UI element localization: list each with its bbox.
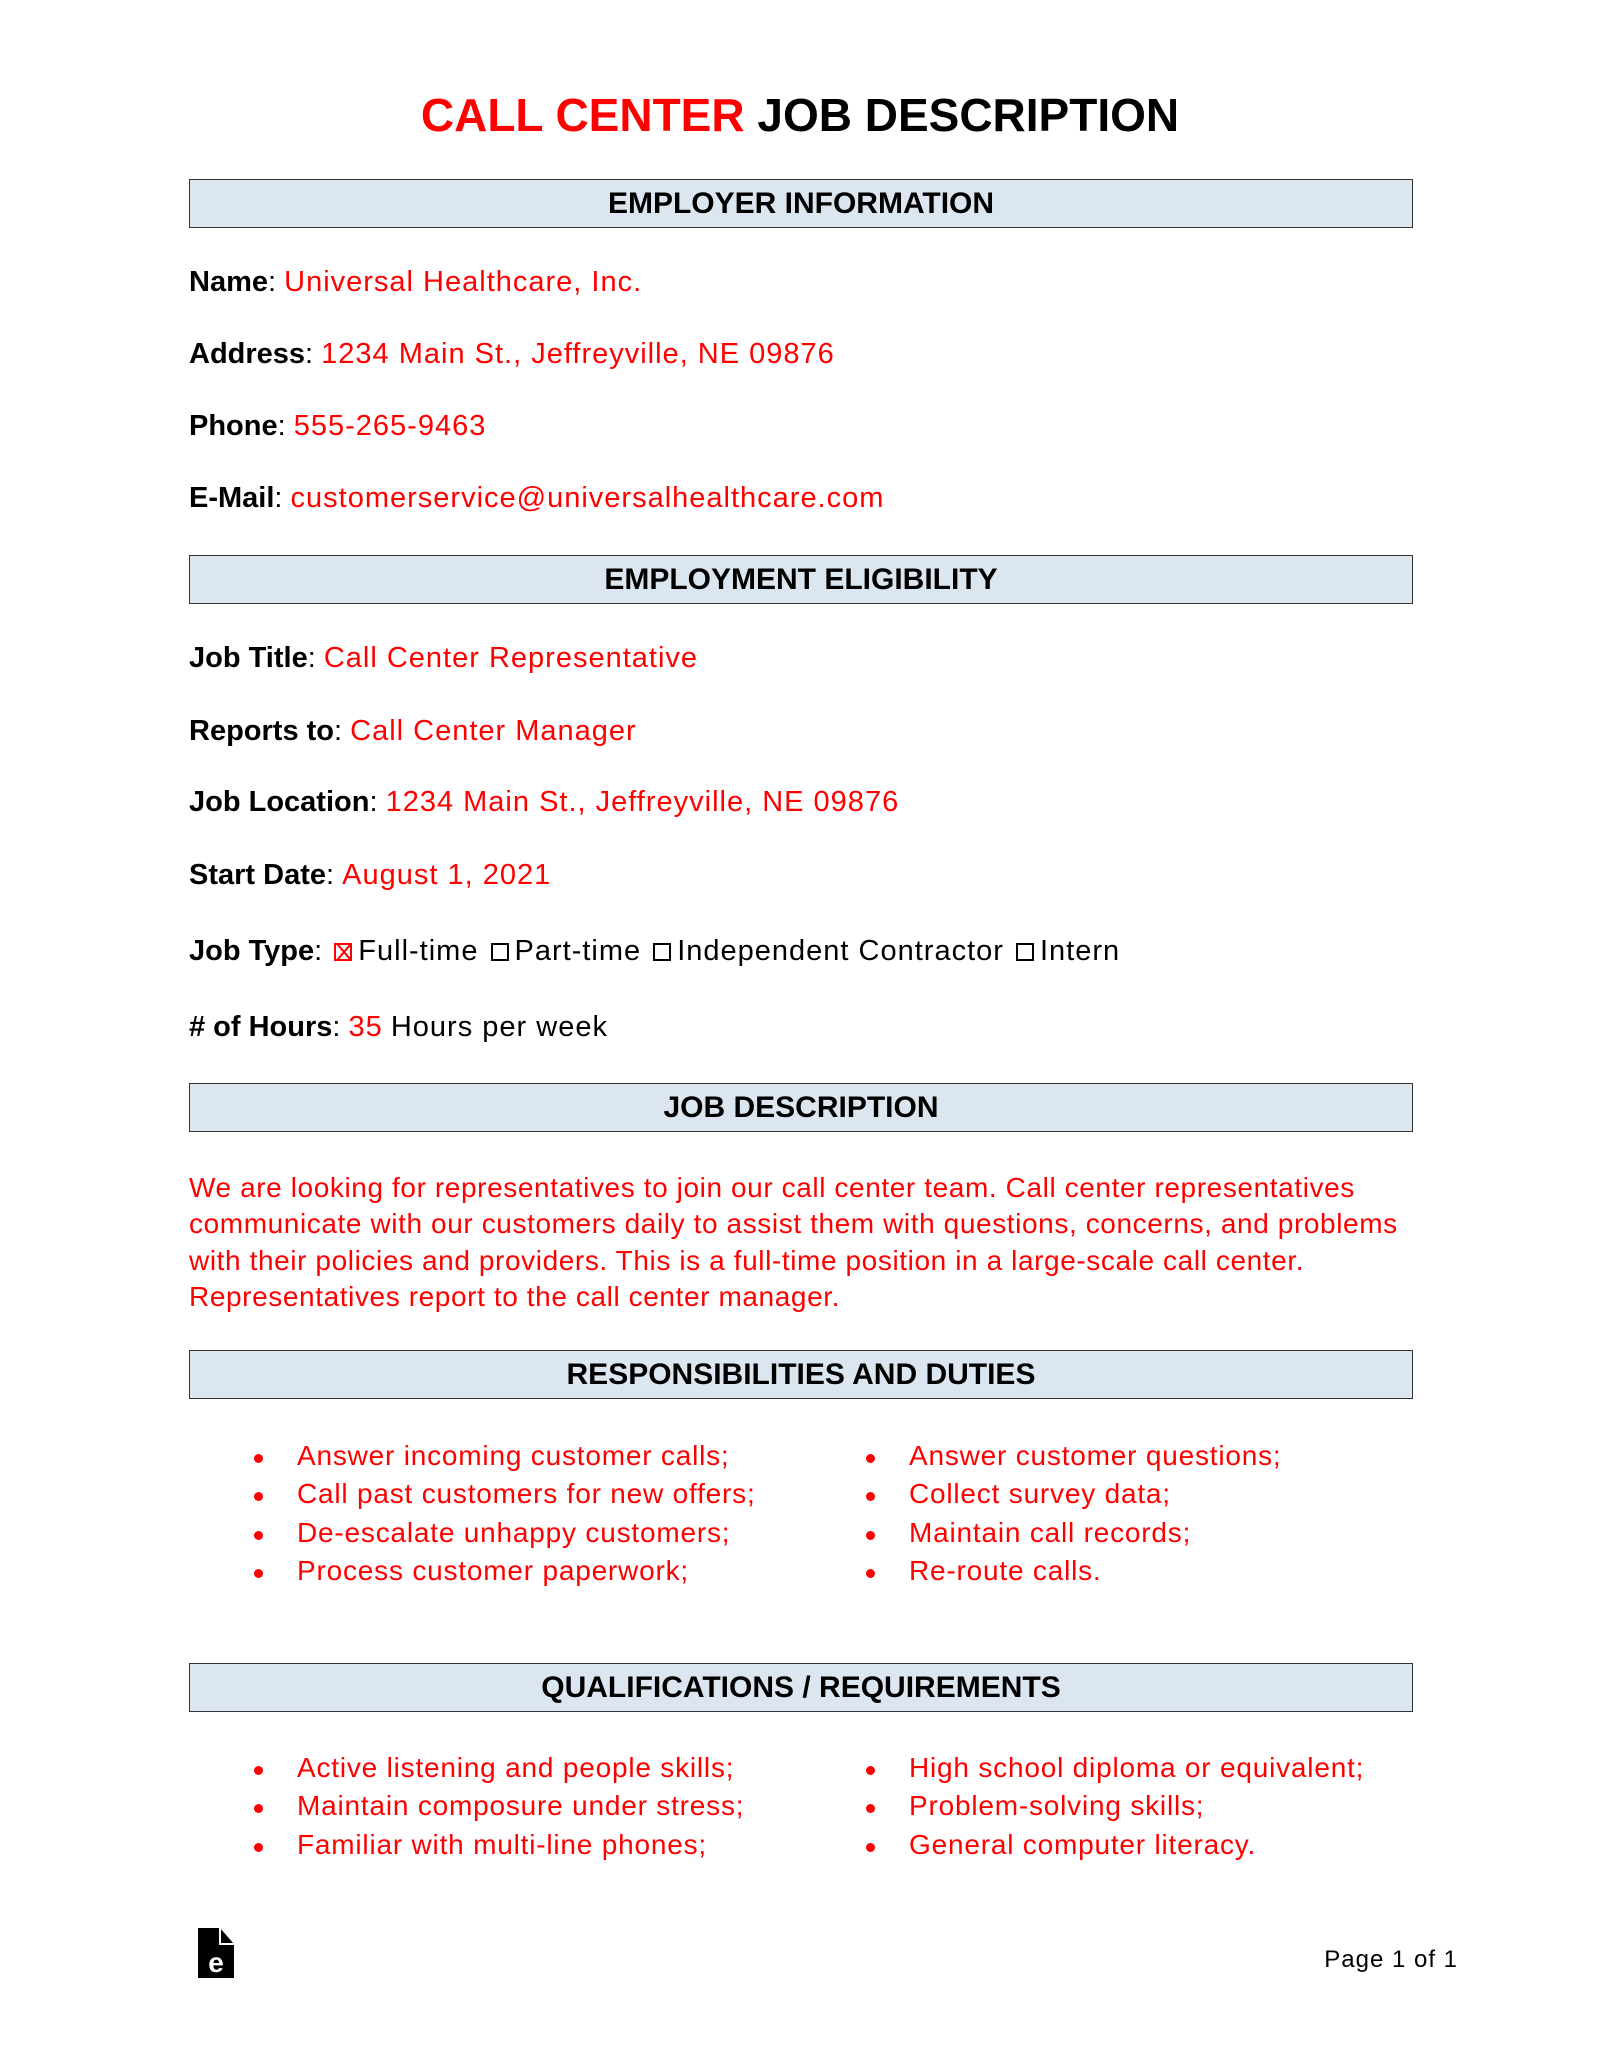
list-item: Familiar with multi-line phones; xyxy=(297,1829,707,1860)
list-item: De-escalate unhappy customers; xyxy=(297,1517,731,1548)
list-item: Collect survey data; xyxy=(909,1478,1171,1509)
reports-to: Call Center Manager xyxy=(350,715,637,747)
svg-text:e: e xyxy=(208,1947,224,1978)
hours-row: # of Hours: 35 Hours per week xyxy=(189,1011,608,1043)
employer-email-row: E-Mail: customerservice@universalhealthcare.com xyxy=(189,482,885,514)
employer-name: Universal Healthcare, Inc. xyxy=(284,266,643,298)
section-header-employer: EMPLOYER INFORMATION xyxy=(189,179,1413,228)
bullet-icon xyxy=(866,1492,875,1501)
list-item: Answer customer questions; xyxy=(909,1440,1282,1471)
employer-name-row: Name: Universal Healthcare, Inc. xyxy=(189,266,643,298)
employer-phone: 555-265-9463 xyxy=(293,410,487,442)
job-title-row: Job Title: Call Center Representative xyxy=(189,642,699,674)
bullet-icon xyxy=(866,1454,875,1463)
list-item: Re-route calls. xyxy=(909,1555,1102,1586)
bullet-icon xyxy=(866,1843,875,1852)
employer-address-row: Address: 1234 Main St., Jeffreyville, NE 09876 xyxy=(189,338,835,370)
job-location: 1234 Main St., Jeffreyville, NE 09876 xyxy=(385,786,900,818)
bullet-icon xyxy=(866,1569,875,1578)
checkbox-intern[interactable] xyxy=(1016,943,1034,961)
bullet-icon xyxy=(254,1492,263,1501)
job-location-row: Job Location: 1234 Main St., Jeffreyville, NE 09876 xyxy=(189,786,900,818)
list-item: Active listening and people skills; xyxy=(297,1752,735,1783)
checkbox-full-time[interactable] xyxy=(334,943,352,961)
list-item: Problem-solving skills; xyxy=(909,1790,1205,1821)
checkbox-part-time[interactable] xyxy=(491,943,509,961)
section-header-duties: RESPONSIBILITIES AND DUTIES xyxy=(189,1350,1413,1399)
document-logo-icon xyxy=(198,1928,234,1978)
list-item: Maintain call records; xyxy=(909,1517,1192,1548)
section-header-description: JOB DESCRIPTION xyxy=(189,1083,1413,1132)
list-item: Maintain composure under stress; xyxy=(297,1790,745,1821)
list-item: General computer literacy. xyxy=(909,1829,1257,1860)
bullet-icon xyxy=(866,1766,875,1775)
start-date-row: Start Date: August 1, 2021 xyxy=(189,859,552,891)
list-item: Answer incoming customer calls; xyxy=(297,1440,730,1471)
reports-to-row: Reports to: Call Center Manager xyxy=(189,715,637,747)
employer-email: customerservice@universalhealthcare.com xyxy=(290,482,885,514)
list-item: Process customer paperwork; xyxy=(297,1555,689,1586)
employer-address: 1234 Main St., Jeffreyville, NE 09876 xyxy=(321,338,835,370)
section-header-qualifications: QUALIFICATIONS / REQUIREMENTS xyxy=(189,1663,1413,1712)
checkbox-independent-contractor[interactable] xyxy=(653,943,671,961)
bullet-icon xyxy=(254,1531,263,1540)
bullet-icon xyxy=(866,1804,875,1813)
list-item: High school diploma or equivalent; xyxy=(909,1752,1365,1783)
bullet-icon xyxy=(254,1569,263,1578)
bullet-icon xyxy=(254,1804,263,1813)
bullet-icon xyxy=(254,1766,263,1775)
section-header-eligibility: EMPLOYMENT ELIGIBILITY xyxy=(189,555,1413,604)
job-title: Call Center Representative xyxy=(323,642,699,674)
bullet-icon xyxy=(866,1531,875,1540)
bullet-icon xyxy=(254,1843,263,1852)
list-item: Call past customers for new offers; xyxy=(297,1478,756,1509)
page-title: CALL CENTER JOB DESCRIPTION xyxy=(420,89,1180,141)
bullet-icon xyxy=(254,1454,263,1463)
start-date: August 1, 2021 xyxy=(342,859,552,891)
hours-value: 35 xyxy=(348,1011,383,1043)
employer-phone-row: Phone: 555-265-9463 xyxy=(189,410,487,442)
job-description-text: We are looking for representatives to join our call center team. Call center representatives communicate with our customers daily to assist them with questions, concerns, and problems with their policies and providers. This is a full-time position in a large-scale call center. Representatives report to the call center manager. xyxy=(189,1172,1398,1312)
job-type-row: Job Type: Full-time Part-time Independent Contractor Intern xyxy=(189,935,1121,967)
page-number: Page 1 of 1 xyxy=(1324,1946,1458,1973)
